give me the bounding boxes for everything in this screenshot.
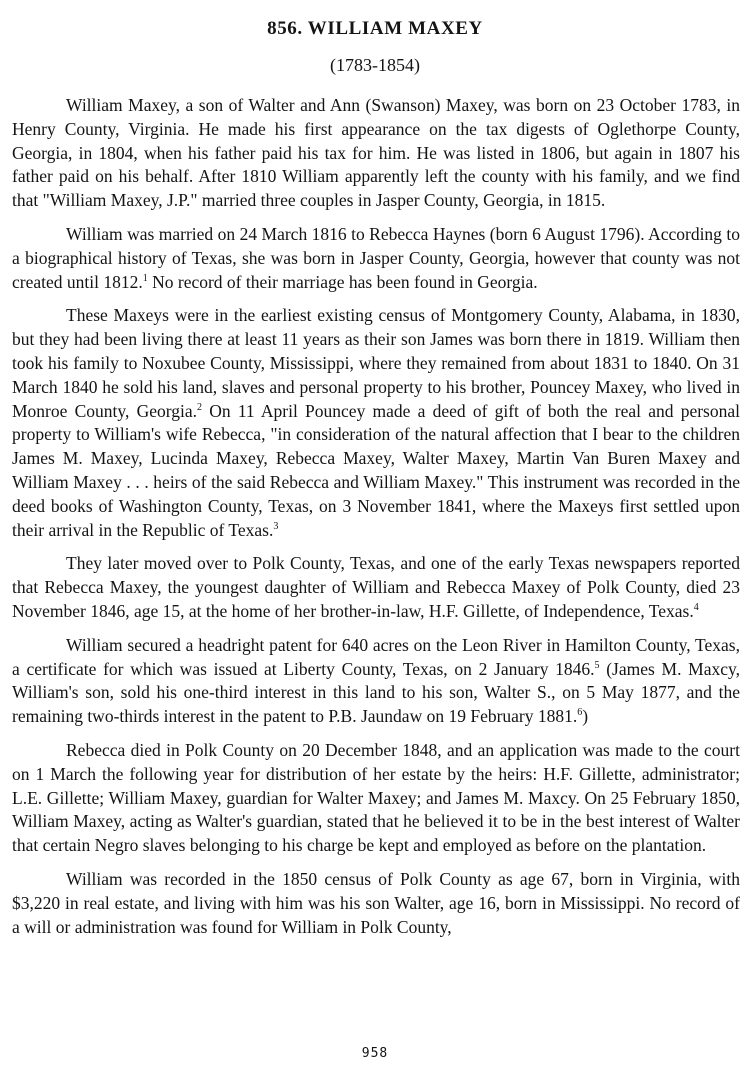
paragraph-text: William was married on 24 March 1816 to Rebecca Haynes (born 6 August 1796). According to a biographical history of Texas, she was born in Jasper County, Georgia, however that county was not created until 1812. — [12, 223, 740, 292]
paragraph — [12, 223, 740, 294]
paragraph-text: William was recorded in the 1850 census of Polk County as age 67, born in Virginia, with $3,220 in real estate, and living with him was his son Walter, age 16, born in Mississippi. No record of a will or administration was found for William in Polk County, — [12, 868, 740, 937]
paragraph — [12, 94, 740, 213]
paragraph — [12, 552, 740, 623]
paragraph-text: These Maxeys were in the earliest existing census of Montgomery County, Alabama, in 1830, but they had been living there at least 11 years as their son James was born there in 1819. William then took his family to Noxubee County, Mississippi, where they remained from about 1831 to 1840. On 31 March 1840 he sold his land, slaves and personal property to his brother, Pouncey Maxey, who lived in Monroe County, Georgia. — [12, 305, 740, 421]
footnote-marker: 1 — [142, 272, 148, 284]
page-title: 856. WILLIAM MAXEY — [267, 18, 483, 39]
footnote-marker: 4 — [693, 601, 699, 613]
paragraph-text: Rebecca died in Polk County on 20 December 1848, and an application was made to the court on 1 March the following year for distribution of her estate by the heirs: H.F. Gillette, administrator; L.E. Gillette; William Maxey, guardian for Walter Maxey; and James M. Maxcy. On 25 February 1850, William Maxey, acting as Walter's guardian, stated that he believed it to be in the best interest of Walter that certain Negro slaves belonging to his charge be kept and employed as before on the plantation. — [12, 739, 740, 856]
paragraph-text: William Maxey, a son of Walter and Ann (Swanson) Maxey, was born on 23 October 1783, in Henry County, Virginia. He made his first appearance on the tax digests of Oglethorpe County, Georgia, in 1804, when his father paid his tax for him. He was listed in 1806, but again in 1807 his father paid on his behalf. After 1810 William apparently left the county with his family, and we find that "William Maxey, J.P." married three couples in Jasper County, Georgia, in 1815. — [12, 95, 740, 211]
paragraph-text: ) — [582, 706, 589, 727]
paragraph — [12, 868, 740, 939]
footnote-marker: 6 — [577, 707, 583, 719]
paragraph-text: No record of their marriage has been found in Georgia. — [147, 271, 538, 292]
paragraph-text: (James M. Maxcy, William's son, sold his one-third interest in this land to his son, Walter S., on 5 May 1877, and the remaining two-thirds interest in the patent to P.B. Jaundaw on 19 February 1881. — [12, 658, 740, 727]
footnote-marker: 5 — [594, 659, 600, 671]
paragraph-text: They later moved over to Polk County, Texas, and one of the early Texas newspapers reported that Rebecca Maxey, the youngest daughter of William and Rebecca Maxey of Polk County, died 23 November 1846, age 15, at the home of her brother-in-law, H.F. Gillette, of Independence, Texas. — [12, 553, 740, 621]
paragraph-text: On 11 April Pouncey made a deed of gift of both the real and personal property to William's wife Rebecca, "in consideration of the natural affection that I bear to the children James M. Maxey, Lucinda Maxey, Rebecca Maxey, Walter Maxey, Martin Van Buren Maxey and William Maxey . . . heirs of the said Rebecca and William Maxey." This instrument was recorded in the deed books of Washington County, Texas, on 3 November 1841, where the Maxeys first settled upon their arrival in the Republic of Texas. — [12, 400, 740, 540]
paragraph — [12, 739, 740, 858]
footnote-marker: 3 — [273, 520, 279, 532]
page-number: 958 — [361, 1046, 389, 1061]
life-dates: (1783-1854) — [330, 55, 420, 75]
document-body — [12, 94, 740, 949]
paragraph — [12, 634, 740, 729]
paragraph — [12, 304, 740, 542]
footnote-marker: 2 — [197, 401, 203, 413]
paragraph-text: William secured a headright patent for 640 acres on the Leon River in Hamilton County, Texas, a certificate for which was issued at Liberty County, Texas, on 2 January 1846. — [12, 634, 740, 679]
